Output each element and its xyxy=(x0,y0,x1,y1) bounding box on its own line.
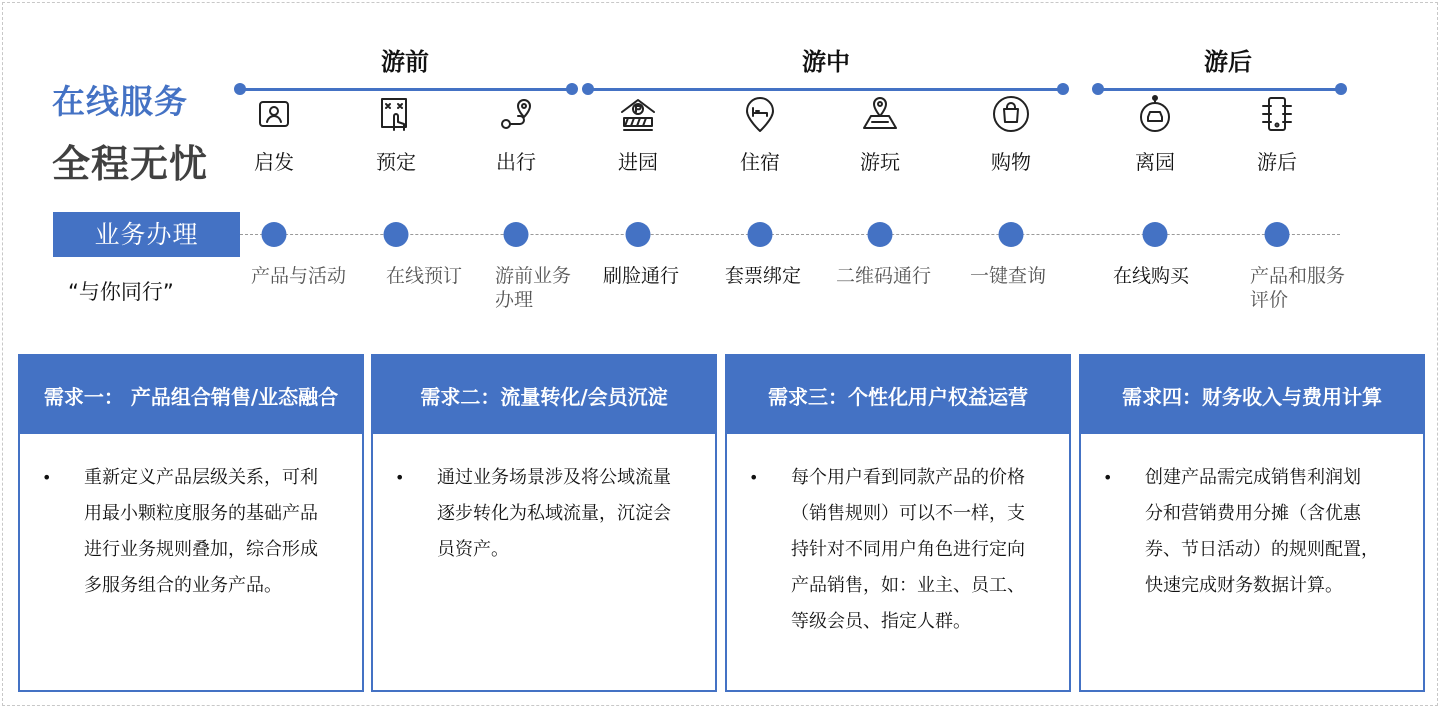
requirement-body xyxy=(727,434,1069,640)
stage-label: 出行 xyxy=(496,150,536,174)
service-label xyxy=(1250,264,1345,312)
parking-gate-icon xyxy=(618,94,658,134)
phase-line xyxy=(588,88,1063,91)
phase-label: 游中 xyxy=(802,48,850,76)
stage-label: 游后 xyxy=(1257,150,1297,174)
service-label-line: 套票绑定 xyxy=(725,265,802,287)
requirement-text-line: 持针对不同用户角色进行定向 xyxy=(791,539,1025,560)
business-step-dot xyxy=(262,222,287,247)
phase-label: 游前 xyxy=(381,48,429,76)
business-step-dot xyxy=(748,222,773,247)
phase-endpoint-dot xyxy=(1057,83,1069,95)
requirement-card xyxy=(1079,354,1425,692)
bullet-marker: • xyxy=(1103,468,1113,487)
service-label xyxy=(970,264,1046,288)
hotel-bed-icon xyxy=(740,94,780,134)
service-label xyxy=(495,264,571,312)
title-worry-free: 全程无忧 xyxy=(52,142,209,186)
service-label-line: 一键查询 xyxy=(970,265,1047,287)
stage-label: 预定 xyxy=(376,150,416,174)
requirement-text-line: 分和营销费用分摊（含优惠 xyxy=(1145,503,1361,524)
service-label xyxy=(836,264,931,288)
requirement-title: 需求二：流量转化/会员沉淀 xyxy=(373,356,715,434)
shopping-bag-icon xyxy=(991,94,1031,134)
requirement-text-line: 用最小颗粒度服务的基础产品 xyxy=(84,503,318,524)
stage-label: 进园 xyxy=(618,150,658,174)
car-exit-icon xyxy=(1135,94,1175,134)
requirement-text-line: 产品销售，如：业主、员工、 xyxy=(791,575,1025,596)
phase-endpoint-dot xyxy=(582,83,594,95)
map-pin-icon xyxy=(860,94,900,134)
service-label-line: 评价 xyxy=(1250,289,1289,311)
requirement-text-line: 逐步转化为私域流量，沉淀会 xyxy=(437,503,671,524)
service-label-line: 刷脸通行 xyxy=(603,265,680,287)
bullet-marker: • xyxy=(395,468,405,487)
requirement-card xyxy=(18,354,364,692)
requirement-body xyxy=(1081,434,1423,604)
id-card-icon xyxy=(254,94,294,134)
requirement-card xyxy=(371,354,717,692)
business-handling-box: 业务办理 xyxy=(53,212,240,257)
requirement-text-line: 进行业务规则叠加，综合形成 xyxy=(84,539,318,560)
stage-label: 离园 xyxy=(1135,150,1175,174)
route-icon xyxy=(496,94,536,134)
phone-review-icon xyxy=(1257,94,1297,134)
phase-endpoint-dot xyxy=(234,83,246,95)
stage-label: 购物 xyxy=(991,150,1031,174)
booking-touch-icon xyxy=(376,94,416,134)
service-label-line: 产品和服务 xyxy=(1250,265,1346,287)
bullet-marker: • xyxy=(42,468,52,487)
requirement-text-line: 员资产。 xyxy=(437,539,509,560)
service-label xyxy=(386,264,462,288)
business-step-dot xyxy=(999,222,1024,247)
requirement-title: 需求三：个性化用户权益运营 xyxy=(727,356,1069,434)
phase-endpoint-dot xyxy=(1092,83,1104,95)
requirement-text-line: 重新定义产品层级关系，可利 xyxy=(84,467,318,488)
phase-line xyxy=(1098,88,1341,91)
stage-label: 游玩 xyxy=(860,150,900,174)
slogan: “与你同行” xyxy=(68,280,174,304)
requirement-text-line: 快速完成财务数据计算。 xyxy=(1145,575,1343,596)
requirement-text-line: 每个用户看到同款产品的价格 xyxy=(791,467,1025,488)
requirement-body xyxy=(20,434,362,604)
service-label xyxy=(1113,264,1189,288)
business-step-dot xyxy=(384,222,409,247)
requirement-title: 需求一： 产品组合销售/业态融合 xyxy=(20,356,362,434)
requirement-card xyxy=(725,354,1071,692)
service-label-line: 办理 xyxy=(495,289,534,311)
service-label-line: 二维码通行 xyxy=(836,265,932,287)
phase-label: 游后 xyxy=(1204,48,1252,76)
requirement-text-line: 创建产品需完成销售利润划 xyxy=(1145,467,1361,488)
phase-line xyxy=(240,88,572,91)
requirement-text-line: 等级会员、指定人群。 xyxy=(791,611,971,632)
service-label-line: 在线预订 xyxy=(386,265,463,287)
service-label xyxy=(251,264,346,288)
phase-endpoint-dot xyxy=(1335,83,1347,95)
business-step-dot xyxy=(626,222,651,247)
business-step-dot xyxy=(504,222,529,247)
business-step-dot xyxy=(1143,222,1168,247)
stage-label: 住宿 xyxy=(740,150,780,174)
service-label-line: 产品与活动 xyxy=(251,265,347,287)
requirement-text-line: 通过业务场景涉及将公域流量 xyxy=(437,467,671,488)
requirement-text-line: 券、节日活动）的规则配置， xyxy=(1145,539,1379,560)
business-step-dot xyxy=(1265,222,1290,247)
bullet-marker: • xyxy=(749,468,759,487)
requirement-text-line: 多服务组合的业务产品。 xyxy=(84,575,282,596)
service-label-line: 在线购买 xyxy=(1113,265,1190,287)
service-label-line: 游前业务 xyxy=(495,265,572,287)
requirement-title: 需求四：财务收入与费用计算 xyxy=(1081,356,1423,434)
stage-label: 启发 xyxy=(254,150,294,174)
service-label xyxy=(725,264,801,288)
service-label xyxy=(603,264,679,288)
business-step-dot xyxy=(868,222,893,247)
title-online-service: 在线服务 xyxy=(52,82,188,121)
phase-endpoint-dot xyxy=(566,83,578,95)
requirement-body xyxy=(373,434,715,568)
requirement-text-line: （销售规则）可以不一样，支 xyxy=(791,503,1025,524)
